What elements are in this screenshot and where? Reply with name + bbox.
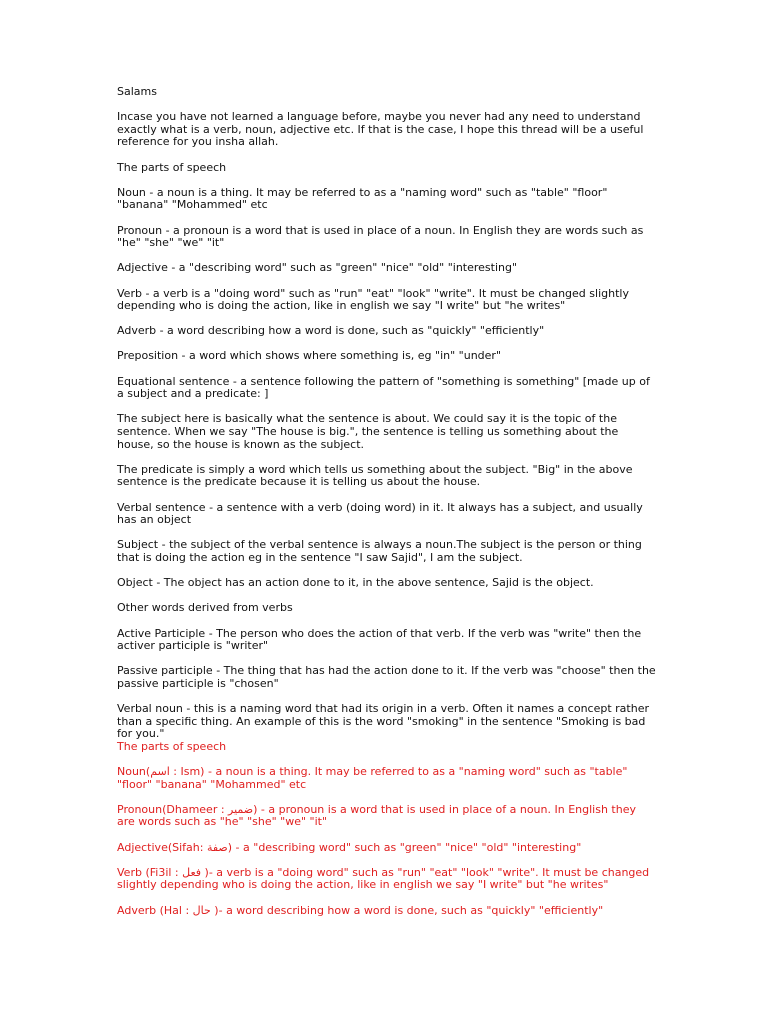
- red-paragraph-adjective: [117, 842, 657, 855]
- paragraph-active-participle: Active Participle - The person who does the action of that verb. If the verb was "write" then the activer participle is "writer": [117, 626, 642, 653]
- red-adverb-prefix: Adverb (Hal :: [117, 903, 193, 917]
- red-adjective-suffix: ) - a "describing word" such as "green" "nice" "old" "interesting": [227, 840, 582, 854]
- red-adjective-prefix: Adjective(Sifah:: [117, 840, 207, 854]
- red-paragraph-pronoun: [117, 804, 657, 829]
- paragraph-verbal-sentence: Verbal sentence - a sentence with a verb (doing word) in it. It always has a subject, and usually has an object: [117, 500, 643, 527]
- red-pronoun-suffix: ) - a pronoun is a word that is used in place of a noun. In English they are words such as "he" "she" "we" "it": [117, 802, 636, 829]
- paragraph-subject-description: The subject here is basically what the sentence is about. We could say it is the topic of the sentence. When we say "The house is big.", the sentence is telling us something about the house, so the house is known as the subject.: [117, 412, 619, 451]
- red-verb-arabic: فعل: [182, 865, 202, 879]
- paragraph-equational-sentence: Equational sentence - a sentence following the pattern of "something is something" [made up of a subject and a predicate: ]: [117, 374, 650, 401]
- red-adverb-suffix: )- a word describing how a word is done, such as "quickly" "efficiently": [210, 903, 604, 917]
- paragraph-adverb: Adverb - a word describing how a word is done, such as "quickly" "efficiently": [117, 324, 545, 338]
- red-paragraph-noun: [117, 766, 657, 791]
- paragraph-verbal-noun: Verbal noun - this is a naming word that had its origin in a verb. Often it names a concept rather than a specific thing. An example of this is the word "smoking" in the sentence "Smoking is bad for you.": [117, 702, 649, 741]
- paragraph-preposition: Preposition - a word which shows where something is, eg "in" "under": [117, 349, 502, 363]
- red-noun-prefix: Noun(: [117, 765, 151, 779]
- paragraph-object: Object - The object has an action done to it, in the above sentence, Sajid is the object.: [117, 576, 594, 590]
- paragraph-pronoun: Pronoun - a pronoun is a word that is used in place of a noun. In English they are words such as "he" "she" "we" "it": [117, 223, 644, 250]
- paragraph-intro: Incase you have not learned a language before, maybe you never had any need to understand exactly what is a verb, noun, adjective etc. If that is the case, I hope this thread will be a useful reference for you insha allah.: [117, 110, 644, 149]
- red-paragraph-verb: [117, 867, 657, 892]
- red-pronoun-arabic: ضمير: [228, 802, 254, 816]
- paragraph-noun: Noun - a noun is a thing. It may be referred to as a "naming word" such as "table" "floor" "banana" "Mohammed" etc: [117, 185, 608, 212]
- red-noun-suffix: : Ism) - a noun is a thing. It may be referred to as a "naming word" such as "table" "floor" "banana" "Mohammed" etc: [117, 765, 628, 791]
- paragraph-subject: Subject - the subject of the verbal sentence is always a noun.The subject is the person or thing that is doing the action eg in the sentence "I saw Sajid", I am the subject.: [117, 538, 642, 564]
- red-verb-prefix: Verb (Fi3il :: [117, 865, 183, 879]
- paragraph-salams: Salams: [117, 85, 157, 98]
- red-adjective-arabic: صفة: [206, 840, 228, 854]
- red-noun-arabic: اسم: [150, 765, 170, 779]
- paragraph-predicate: The predicate is simply a word which tells us something about the subject. "Big" in the above sentence is the predicate because it is telling us about the house.: [117, 462, 633, 489]
- red-pronoun-prefix: Pronoun(Dhameer :: [117, 802, 229, 816]
- document-page: [117, 86, 657, 930]
- paragraph-verb: Verb - a verb is a "doing word" such as "run" "eat" "look" "write". It must be changed slightly depending who is doing the action, like in english we say "I write" but "he writes": [117, 286, 629, 313]
- paragraph-parts-heading: The parts of speech: [117, 160, 227, 174]
- red-parts-heading: The parts of speech: [117, 739, 227, 753]
- red-adverb-arabic: حال: [192, 903, 211, 917]
- red-verb-suffix: )- a verb is a "doing word" such as "run" "eat" "look" "write". It must be changed slightly depending who is doing the action, like in english we say "I write" but "he writes": [117, 865, 650, 892]
- paragraph-adjective: Adjective - a "describing word" such as "green" "nice" "old" "interesting": [117, 261, 518, 275]
- paragraph-passive-participle: Passive participle - The thing that has had the action done to it. If the verb was "choose" then the passive participle is "chosen": [117, 664, 656, 690]
- red-paragraph-adverb: [117, 905, 657, 918]
- paragraph-other-words: Other words derived from verbs: [117, 601, 293, 615]
